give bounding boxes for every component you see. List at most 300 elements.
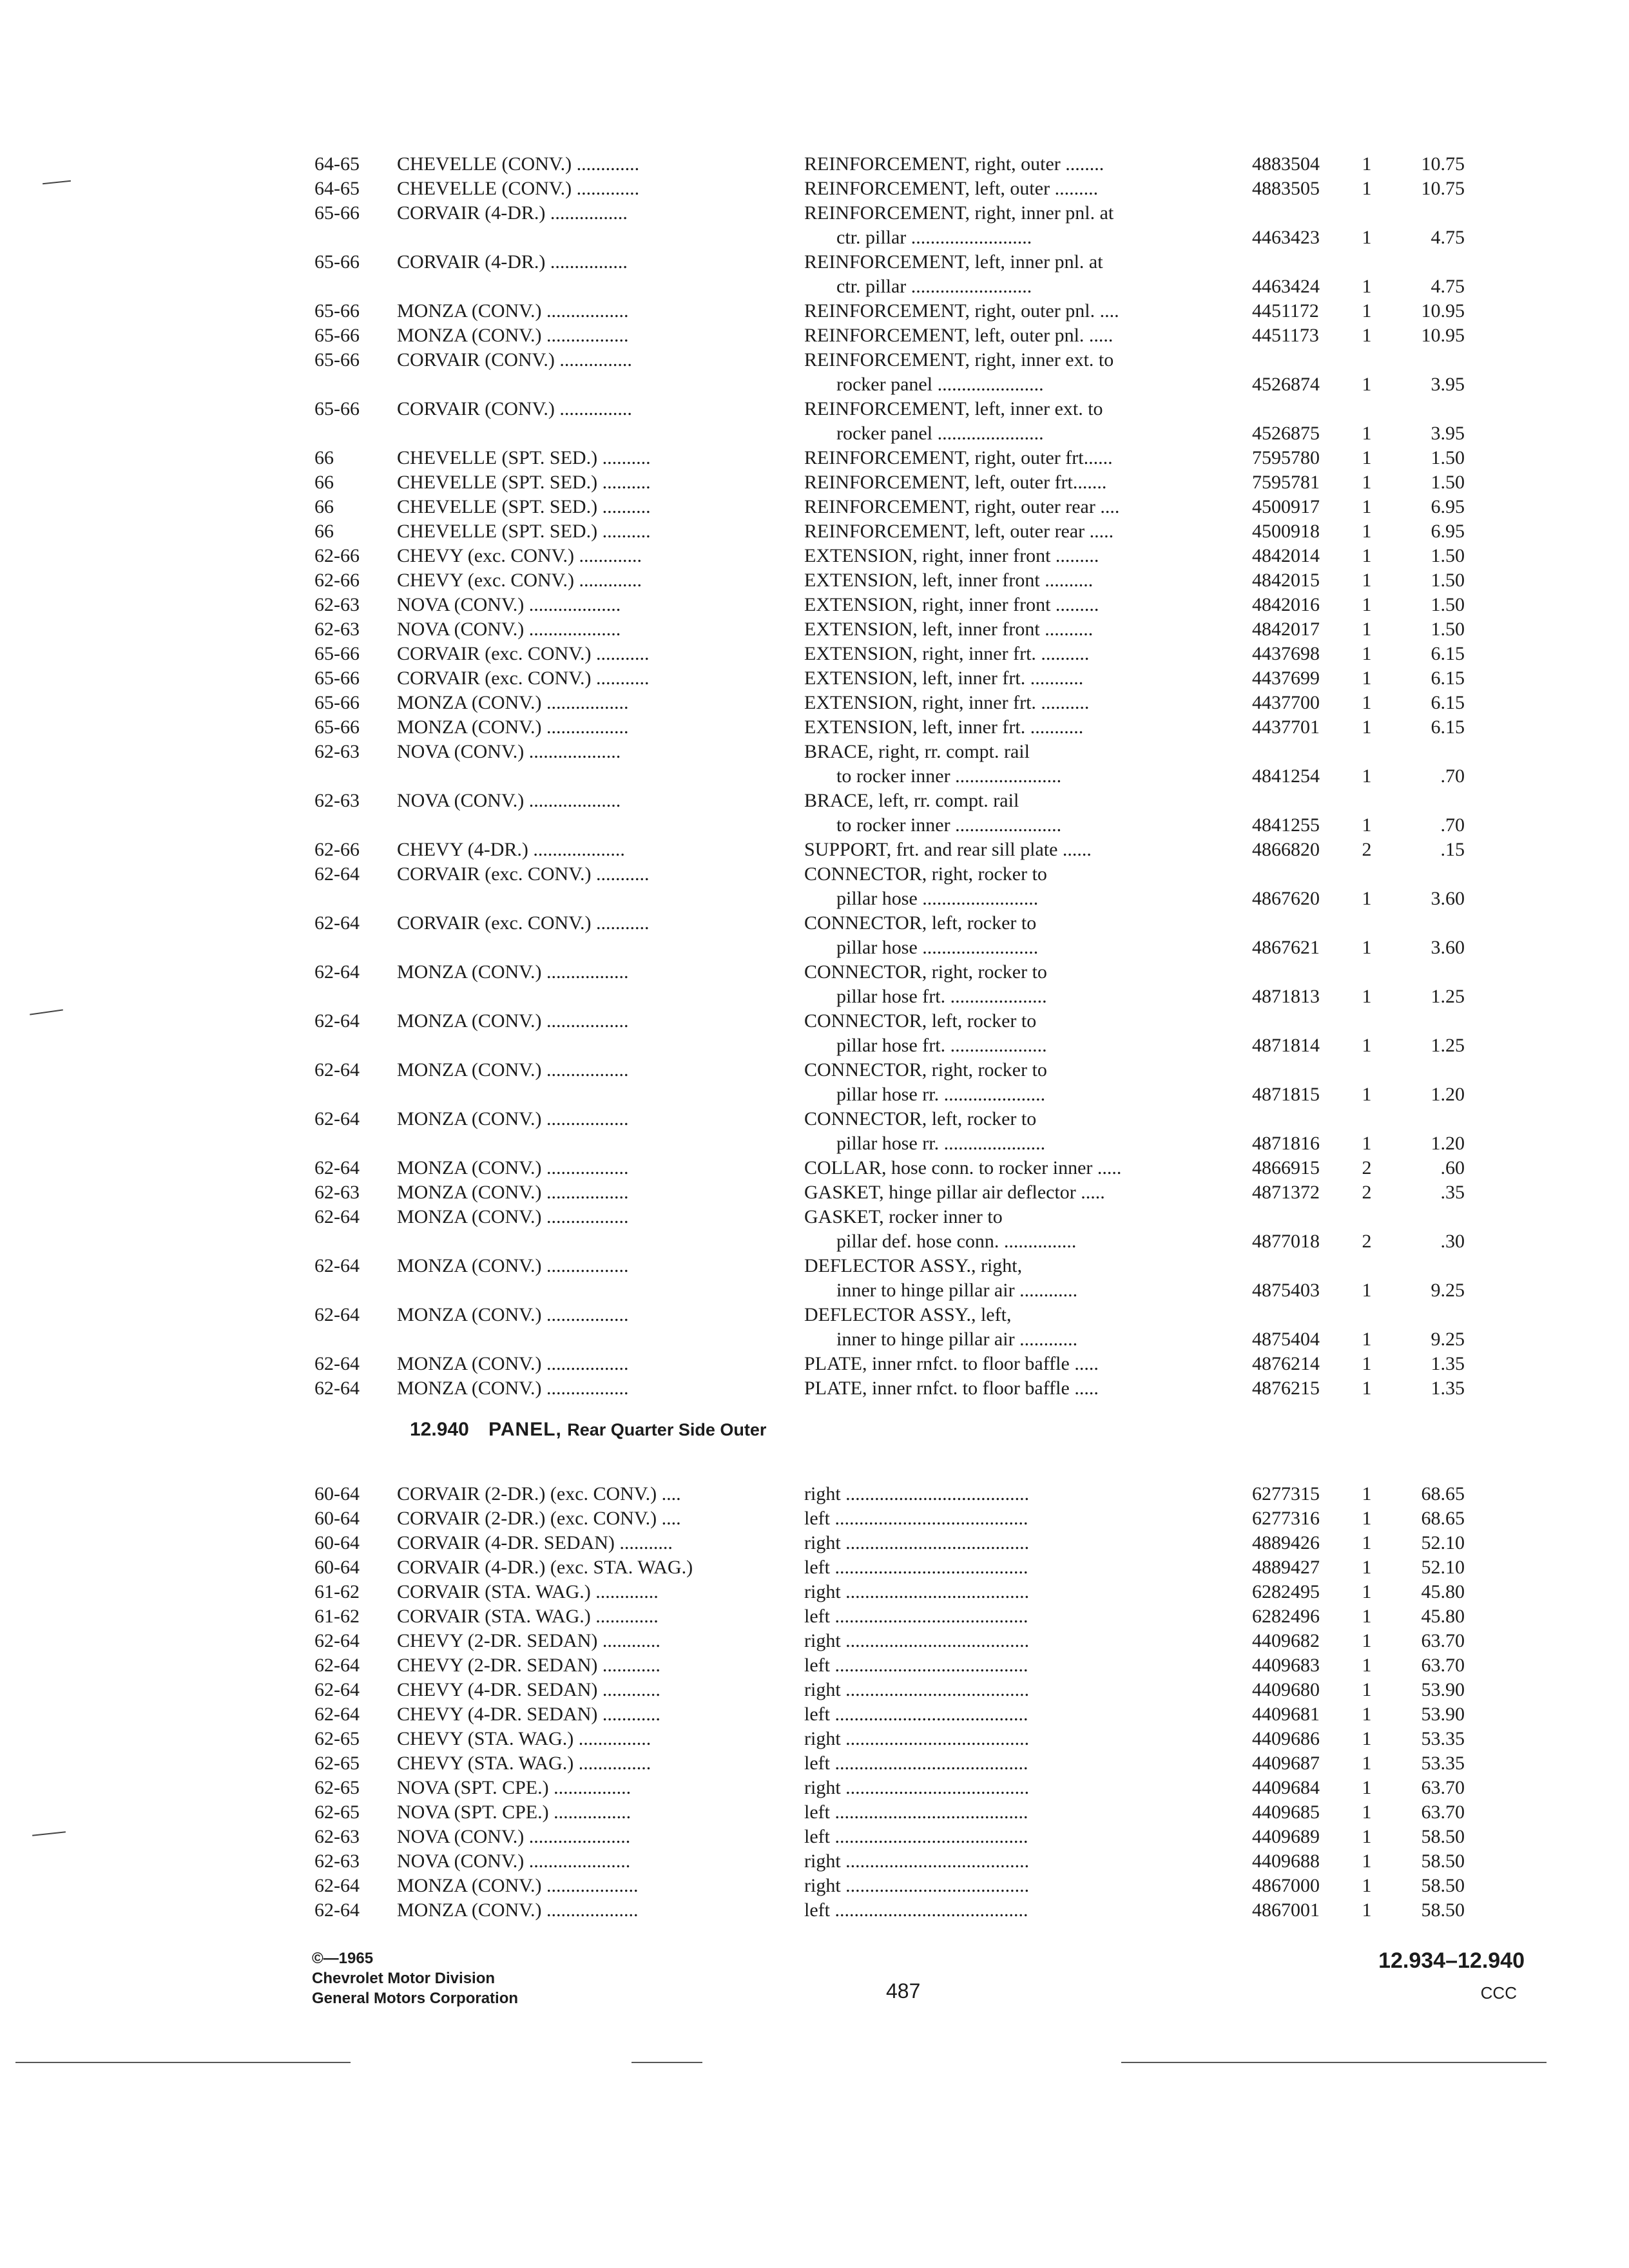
year-cell: 65-66: [314, 325, 360, 346]
model-cell: MONZA (CONV.) .................: [397, 1108, 629, 1129]
part-number-cell: 4437699: [1252, 668, 1320, 689]
description-cell: right ......................................: [804, 1850, 1030, 1872]
model-cell: MONZA (CONV.) ...................: [397, 1875, 639, 1896]
description-cell: EXTENSION, left, inner front ..........: [804, 570, 1094, 591]
description-cell: right ......................................: [804, 1630, 1030, 1651]
model-cell: MONZA (CONV.) ...................: [397, 1899, 639, 1921]
price-cell: 9.25: [1431, 1329, 1465, 1350]
year-cell: 62-65: [314, 1753, 360, 1774]
part-number-cell: 6277315: [1252, 1483, 1320, 1504]
price-cell: 10.75: [1421, 178, 1465, 199]
model-cell: NOVA (CONV.) ...................: [397, 741, 621, 762]
year-cell: 62-64: [314, 1010, 360, 1032]
description-cell: REINFORCEMENT, left, inner pnl. at: [804, 251, 1103, 273]
part-row: [314, 544, 1474, 568]
part-number-cell: 4866915: [1252, 1157, 1320, 1178]
price-cell: 58.50: [1421, 1826, 1465, 1847]
year-cell: 65-66: [314, 349, 360, 370]
part-row: [314, 1629, 1474, 1653]
part-row: [314, 838, 1474, 862]
quantity-cell: 1: [1362, 1630, 1372, 1651]
part-row: [314, 1107, 1474, 1156]
part-number-cell: 4409681: [1252, 1704, 1320, 1725]
model-cell: MONZA (CONV.) .................: [397, 1206, 629, 1227]
description-cell: BRACE, right, rr. compt. rail: [804, 741, 1030, 762]
quantity-cell: 1: [1362, 1826, 1372, 1847]
description-continuation: inner to hinge pillar air ............: [836, 1329, 1078, 1350]
part-row: [314, 715, 1474, 740]
quantity-cell: 1: [1362, 1353, 1372, 1374]
quantity-cell: 1: [1362, 1606, 1372, 1627]
quantity-cell: 2: [1362, 1231, 1372, 1252]
part-row: [314, 1009, 1474, 1058]
description-cell: DEFLECTOR ASSY., right,: [804, 1255, 1023, 1276]
description-cell: CONNECTOR, left, rocker to: [804, 1010, 1037, 1032]
section-subtitle: Rear Quarter Side Outer: [567, 1420, 767, 1439]
part-number-cell: 4526874: [1252, 374, 1320, 395]
part-number-cell: 4841254: [1252, 765, 1320, 787]
part-row: [314, 911, 1474, 960]
price-cell: .15: [1440, 839, 1465, 860]
part-number-cell: 4500917: [1252, 496, 1320, 517]
part-row: [314, 1825, 1474, 1849]
bottom-rule: [1121, 2062, 1547, 2063]
price-cell: 3.95: [1431, 374, 1465, 395]
model-cell: CHEVELLE (SPT. SED.) ..........: [397, 472, 651, 493]
price-cell: 45.80: [1421, 1606, 1465, 1627]
model-cell: MONZA (CONV.) .................: [397, 1255, 629, 1276]
part-number-cell: 4867621: [1252, 937, 1320, 958]
model-cell: CORVAIR (2-DR.) (exc. CONV.) ....: [397, 1508, 681, 1529]
model-cell: MONZA (CONV.) .................: [397, 1059, 629, 1081]
part-row: [314, 323, 1474, 348]
description-cell: CONNECTOR, right, rocker to: [804, 863, 1047, 885]
description-cell: right ......................................: [804, 1581, 1030, 1602]
model-cell: MONZA (CONV.) .................: [397, 1182, 629, 1203]
model-cell: CHEVELLE (SPT. SED.) ..........: [397, 496, 651, 517]
year-cell: 64-65: [314, 178, 360, 199]
description-cell: CONNECTOR, right, rocker to: [804, 1059, 1047, 1081]
price-cell: 53.35: [1421, 1753, 1465, 1774]
year-cell: 60-64: [314, 1508, 360, 1529]
part-row: [314, 1580, 1474, 1604]
model-cell: MONZA (CONV.) .................: [397, 1353, 629, 1374]
description-cell: REINFORCEMENT, left, outer .........: [804, 178, 1099, 199]
model-cell: MONZA (CONV.) .................: [397, 1378, 629, 1399]
part-number-cell: 4871813: [1252, 986, 1320, 1007]
quantity-cell: 1: [1362, 1508, 1372, 1529]
description-cell: BRACE, left, rr. compt. rail: [804, 790, 1019, 811]
price-cell: 52.10: [1421, 1557, 1465, 1578]
part-number-cell: 4409689: [1252, 1826, 1320, 1847]
model-cell: CHEVELLE (CONV.) .............: [397, 178, 640, 199]
description-cell: left ........................................: [804, 1508, 1028, 1529]
year-cell: 62-65: [314, 1728, 360, 1749]
description-continuation: pillar hose rr. .....................: [836, 1133, 1046, 1154]
model-cell: NOVA (CONV.) ...................: [397, 790, 621, 811]
description-continuation: pillar hose ........................: [836, 937, 1039, 958]
model-cell: MONZA (CONV.) .................: [397, 961, 629, 983]
price-cell: .60: [1440, 1157, 1465, 1178]
part-row: [314, 1303, 1474, 1352]
model-cell: CHEVY (4-DR. SEDAN) ............: [397, 1704, 660, 1725]
model-cell: CORVAIR (2-DR.) (exc. CONV.) ....: [397, 1483, 681, 1504]
page-number: 487: [886, 1979, 921, 2003]
part-row: [314, 1678, 1474, 1702]
description-continuation: pillar hose frt. ....................: [836, 1035, 1047, 1056]
year-cell: 62-65: [314, 1777, 360, 1798]
year-cell: 62-63: [314, 1826, 360, 1847]
description-cell: SUPPORT, frt. and rear sill plate ......: [804, 839, 1092, 860]
year-cell: 62-64: [314, 1206, 360, 1227]
year-cell: 65-66: [314, 398, 360, 419]
margin-mark: [32, 1831, 66, 1836]
part-row: [314, 862, 1474, 911]
bottom-rule: [631, 2062, 702, 2063]
part-number-cell: 4451173: [1252, 325, 1319, 346]
description-continuation: to rocker inner ......................: [836, 814, 1062, 836]
description-cell: right ......................................: [804, 1483, 1030, 1504]
description-cell: right ......................................: [804, 1728, 1030, 1749]
price-cell: 3.95: [1431, 423, 1465, 444]
model-cell: MONZA (CONV.) .................: [397, 325, 629, 346]
part-number-cell: 4409687: [1252, 1753, 1320, 1774]
year-cell: 64-65: [314, 153, 360, 175]
year-cell: 65-66: [314, 668, 360, 689]
model-cell: NOVA (SPT. CPE.) ................: [397, 1777, 631, 1798]
year-cell: 65-66: [314, 643, 360, 664]
quantity-cell: 1: [1362, 1802, 1372, 1823]
year-cell: 62-65: [314, 1802, 360, 1823]
description-cell: REINFORCEMENT, right, outer frt......: [804, 447, 1113, 468]
model-cell: CORVAIR (STA. WAG.) .............: [397, 1606, 659, 1627]
price-cell: 10.95: [1421, 300, 1465, 322]
year-cell: 62-64: [314, 1630, 360, 1651]
price-cell: 63.70: [1421, 1802, 1465, 1823]
part-number-cell: 4409680: [1252, 1679, 1320, 1700]
part-number-cell: 4437700: [1252, 692, 1320, 713]
quantity-cell: 1: [1362, 1728, 1372, 1749]
description-cell: left ........................................: [804, 1899, 1028, 1921]
year-cell: 62-64: [314, 1255, 360, 1276]
description-cell: REINFORCEMENT, right, outer rear ....: [804, 496, 1120, 517]
model-cell: CHEVY (4-DR. SEDAN) ............: [397, 1679, 660, 1700]
part-number-cell: 6282495: [1252, 1581, 1320, 1602]
year-cell: 60-64: [314, 1483, 360, 1504]
part-row: [314, 1751, 1474, 1776]
quantity-cell: 1: [1362, 1280, 1372, 1301]
price-cell: 63.70: [1421, 1630, 1465, 1651]
part-row: [314, 1180, 1474, 1205]
part-number-cell: 6277316: [1252, 1508, 1320, 1529]
quantity-cell: 1: [1362, 1850, 1372, 1872]
price-cell: 1.50: [1431, 594, 1465, 615]
description-cell: EXTENSION, left, inner frt. ...........: [804, 716, 1084, 738]
part-row: [314, 642, 1474, 666]
year-cell: 62-64: [314, 1304, 360, 1325]
year-cell: 62-64: [314, 1875, 360, 1896]
year-cell: 60-64: [314, 1557, 360, 1578]
part-number-cell: 4526875: [1252, 423, 1320, 444]
quantity-cell: 1: [1362, 1378, 1372, 1399]
year-cell: 62-64: [314, 1059, 360, 1081]
part-row: [314, 1156, 1474, 1180]
description-cell: REINFORCEMENT, left, outer rear .....: [804, 521, 1114, 542]
year-cell: 66: [314, 447, 334, 468]
part-row: [314, 1898, 1474, 1923]
quantity-cell: 1: [1362, 496, 1372, 517]
part-row: [314, 348, 1474, 397]
description-cell: REINFORCEMENT, left, outer frt.......: [804, 472, 1107, 493]
part-row: [314, 1653, 1474, 1678]
year-cell: 62-66: [314, 839, 360, 860]
description-cell: EXTENSION, right, inner frt. ..........: [804, 643, 1090, 664]
quantity-cell: 1: [1362, 325, 1372, 346]
price-cell: 1.20: [1431, 1084, 1465, 1105]
price-cell: 63.70: [1421, 1655, 1465, 1676]
quantity-cell: 1: [1362, 1035, 1372, 1056]
description-cell: right ......................................: [804, 1532, 1030, 1553]
part-number-cell: 4409683: [1252, 1655, 1320, 1676]
part-row: [314, 1702, 1474, 1727]
price-cell: 9.25: [1431, 1280, 1465, 1301]
quantity-cell: 1: [1362, 300, 1372, 322]
quantity-cell: 1: [1362, 178, 1372, 199]
part-number-cell: 4409684: [1252, 1777, 1320, 1798]
price-cell: 68.65: [1421, 1508, 1465, 1529]
description-cell: left ........................................: [804, 1704, 1028, 1725]
parts-table-lower: [314, 1482, 1474, 1923]
copyright: ©—1965: [312, 1950, 374, 1967]
price-cell: 1.50: [1431, 570, 1465, 591]
model-cell: MONZA (CONV.) .................: [397, 716, 629, 738]
part-row: [314, 299, 1474, 323]
part-number-cell: 4871372: [1252, 1182, 1320, 1203]
part-number-cell: 4871814: [1252, 1035, 1320, 1056]
description-cell: left ........................................: [804, 1606, 1028, 1627]
price-cell: 6.15: [1431, 668, 1465, 689]
quantity-cell: 1: [1362, 814, 1372, 836]
year-cell: 66: [314, 521, 334, 542]
corporation-name: General Motors Corporation: [312, 1990, 519, 2007]
quantity-cell: 1: [1362, 986, 1372, 1007]
year-cell: 66: [314, 472, 334, 493]
description-cell: REINFORCEMENT, right, outer ........: [804, 153, 1104, 175]
price-cell: 1.50: [1431, 447, 1465, 468]
description-cell: REINFORCEMENT, left, inner ext. to: [804, 398, 1103, 419]
model-cell: CHEVELLE (SPT. SED.) ..........: [397, 521, 651, 542]
quantity-cell: 1: [1362, 668, 1372, 689]
description-cell: EXTENSION, right, inner frt. ..........: [804, 692, 1090, 713]
description-continuation: pillar hose frt. ....................: [836, 986, 1047, 1007]
price-cell: 10.75: [1421, 153, 1465, 175]
part-row: [314, 1376, 1474, 1401]
section-heading: [410, 1418, 766, 1442]
description-cell: REINFORCEMENT, left, outer pnl. .....: [804, 325, 1113, 346]
quantity-cell: 1: [1362, 545, 1372, 566]
margin-mark: [30, 1009, 63, 1015]
quantity-cell: 1: [1362, 153, 1372, 175]
description-cell: EXTENSION, left, inner frt. ...........: [804, 668, 1084, 689]
model-cell: NOVA (SPT. CPE.) ................: [397, 1802, 631, 1823]
price-cell: 6.95: [1431, 496, 1465, 517]
price-cell: 53.90: [1421, 1679, 1465, 1700]
price-cell: 4.75: [1431, 227, 1465, 248]
model-cell: CHEVELLE (SPT. SED.) ..........: [397, 447, 651, 468]
description-cell: left ........................................: [804, 1557, 1028, 1578]
model-cell: CHEVY (4-DR.) ...................: [397, 839, 625, 860]
part-row: [314, 495, 1474, 519]
model-cell: CORVAIR (CONV.) ...............: [397, 349, 632, 370]
description-cell: left ........................................: [804, 1826, 1028, 1847]
quantity-cell: 1: [1362, 447, 1372, 468]
quantity-cell: 1: [1362, 716, 1372, 738]
model-cell: NOVA (CONV.) ...................: [397, 619, 621, 640]
price-cell: 6.15: [1431, 643, 1465, 664]
quantity-cell: 1: [1362, 1084, 1372, 1105]
part-number-cell: 4875404: [1252, 1329, 1320, 1350]
quantity-cell: 1: [1362, 1655, 1372, 1676]
part-number-cell: 4867620: [1252, 888, 1320, 909]
part-row: [314, 1531, 1474, 1555]
part-number-cell: 4877018: [1252, 1231, 1320, 1252]
year-cell: 62-64: [314, 1899, 360, 1921]
part-number-cell: 4841255: [1252, 814, 1320, 836]
year-cell: 62-64: [314, 1655, 360, 1676]
model-cell: MONZA (CONV.) .................: [397, 1304, 629, 1325]
part-number-cell: 4842017: [1252, 619, 1320, 640]
price-cell: .35: [1440, 1182, 1465, 1203]
price-cell: 3.60: [1431, 888, 1465, 909]
year-cell: 62-64: [314, 863, 360, 885]
part-number-cell: 4876214: [1252, 1353, 1320, 1374]
part-number-cell: 4842016: [1252, 594, 1320, 615]
margin-mark: [43, 180, 71, 185]
publisher-info: [312, 1948, 518, 2008]
year-cell: 62-63: [314, 790, 360, 811]
model-cell: CORVAIR (exc. CONV.) ...........: [397, 863, 650, 885]
part-row: [314, 1776, 1474, 1800]
price-cell: 10.95: [1421, 325, 1465, 346]
part-number-cell: 4867000: [1252, 1875, 1320, 1896]
year-cell: 62-64: [314, 1353, 360, 1374]
price-cell: 52.10: [1421, 1532, 1465, 1553]
part-row: [314, 152, 1474, 177]
year-cell: 62-63: [314, 1182, 360, 1203]
model-cell: CHEVY (STA. WAG.) ...............: [397, 1753, 651, 1774]
quantity-cell: 2: [1362, 1182, 1372, 1203]
year-cell: 62-64: [314, 1679, 360, 1700]
price-cell: 58.50: [1421, 1899, 1465, 1921]
year-cell: 66: [314, 496, 334, 517]
part-row: [314, 691, 1474, 715]
quantity-cell: 1: [1362, 1329, 1372, 1350]
part-row: [314, 960, 1474, 1009]
description-cell: left ........................................: [804, 1655, 1028, 1676]
part-row: [314, 519, 1474, 544]
part-row: [314, 1727, 1474, 1751]
model-cell: CORVAIR (exc. CONV.) ...........: [397, 643, 650, 664]
model-cell: CHEVY (STA. WAG.) ...............: [397, 1728, 651, 1749]
description-cell: PLATE, inner rnfct. to floor baffle .....: [804, 1378, 1099, 1399]
model-cell: MONZA (CONV.) .................: [397, 692, 629, 713]
part-number-cell: 4883504: [1252, 153, 1320, 175]
part-number-cell: 4463424: [1252, 276, 1320, 297]
quantity-cell: 1: [1362, 1875, 1372, 1896]
part-row: [314, 470, 1474, 495]
section-title: PANEL,: [488, 1419, 562, 1440]
part-row: [314, 397, 1474, 446]
model-cell: NOVA (CONV.) .....................: [397, 1850, 631, 1872]
part-row: [314, 568, 1474, 593]
part-number-cell: 4883505: [1252, 178, 1320, 199]
part-row: [314, 1058, 1474, 1107]
description-cell: REINFORCEMENT, right, inner ext. to: [804, 349, 1114, 370]
quantity-cell: 1: [1362, 937, 1372, 958]
quantity-cell: 1: [1362, 374, 1372, 395]
model-cell: CORVAIR (CONV.) ...............: [397, 398, 632, 419]
part-row: [314, 1482, 1474, 1506]
year-cell: 62-63: [314, 741, 360, 762]
quantity-cell: 1: [1362, 227, 1372, 248]
part-number-cell: 4867001: [1252, 1899, 1320, 1921]
quantity-cell: 1: [1362, 472, 1372, 493]
price-cell: 68.65: [1421, 1483, 1465, 1504]
part-row: [314, 1352, 1474, 1376]
bottom-rule: [15, 2062, 351, 2063]
part-row: [314, 593, 1474, 617]
year-cell: 62-64: [314, 1157, 360, 1178]
quantity-cell: 1: [1362, 423, 1372, 444]
part-number-cell: 4409686: [1252, 1728, 1320, 1749]
model-cell: CORVAIR (4-DR.) ................: [397, 251, 628, 273]
model-cell: NOVA (CONV.) ...................: [397, 594, 621, 615]
quantity-cell: 1: [1362, 1899, 1372, 1921]
part-number-cell: 4842014: [1252, 545, 1320, 566]
part-number-cell: 4842015: [1252, 570, 1320, 591]
model-cell: CORVAIR (exc. CONV.) ...........: [397, 668, 650, 689]
model-cell: CHEVELLE (CONV.) .............: [397, 153, 640, 175]
price-cell: .30: [1440, 1231, 1465, 1252]
year-cell: 65-66: [314, 251, 360, 273]
part-number-cell: 4409685: [1252, 1802, 1320, 1823]
part-row: [314, 789, 1474, 838]
description-continuation: rocker panel ......................: [836, 374, 1044, 395]
quantity-cell: 1: [1362, 1133, 1372, 1154]
description-cell: CONNECTOR, right, rocker to: [804, 961, 1047, 983]
part-number-cell: 4875403: [1252, 1280, 1320, 1301]
description-continuation: pillar def. hose conn. ...............: [836, 1231, 1077, 1252]
year-cell: 60-64: [314, 1532, 360, 1553]
year-cell: 62-63: [314, 1850, 360, 1872]
part-row: [314, 1555, 1474, 1580]
description-cell: right ......................................: [804, 1679, 1030, 1700]
model-cell: CORVAIR (4-DR.) (exc. STA. WAG.): [397, 1557, 693, 1578]
page-code: CCC: [1480, 1983, 1517, 2003]
section-range: 12.934–12.940: [1378, 1948, 1525, 1973]
model-cell: MONZA (CONV.) .................: [397, 300, 629, 322]
parts-table-upper: [314, 152, 1474, 1401]
year-cell: 62-63: [314, 619, 360, 640]
price-cell: 63.70: [1421, 1777, 1465, 1798]
part-number-cell: 4871815: [1252, 1084, 1320, 1105]
part-row: [314, 666, 1474, 691]
quantity-cell: 1: [1362, 594, 1372, 615]
section-number: 12.940: [410, 1419, 469, 1440]
description-cell: EXTENSION, right, inner front .........: [804, 594, 1099, 615]
part-number-cell: 7595780: [1252, 447, 1320, 468]
part-row: [314, 250, 1474, 299]
